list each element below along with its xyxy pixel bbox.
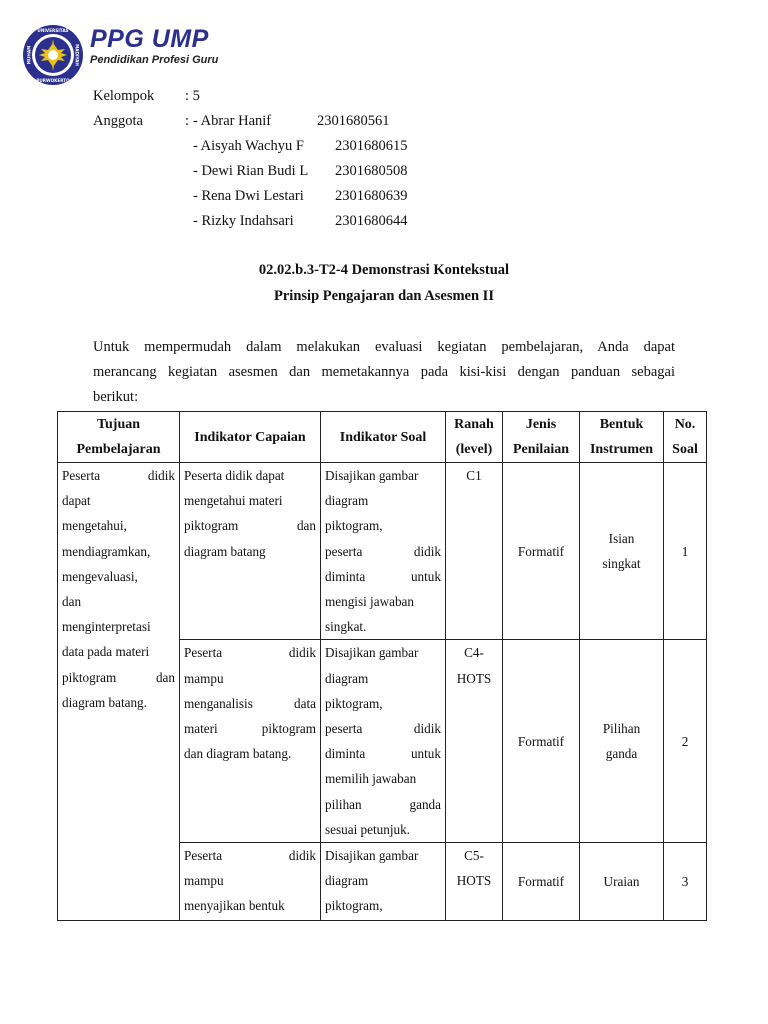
indikator-capaian-cell: Peserta didik dapat mengetahui materi piktogram dan diagram batang — [180, 463, 321, 640]
indikator-soal-cell: Disajikan gambar diagram piktogram, peserta didik diminta untuk mengisi jawaban singkat. — [321, 463, 446, 640]
svg-text:UNIVERSITAS: UNIVERSITAS — [37, 28, 69, 33]
member-id: 2301680615 — [335, 138, 408, 154]
svg-text:PURWOKERTO: PURWOKERTO — [36, 78, 70, 83]
jenis-penilaian-cell: Formatif — [503, 640, 580, 843]
member-id: 2301680508 — [335, 163, 408, 179]
member-id: 2301680561 — [317, 113, 390, 129]
university-seal-logo — [22, 24, 84, 86]
header-no-soal: No. Soal — [664, 412, 707, 463]
tujuan-cell: Peserta didik dapat mengetahui, mendiagramkan, mengevaluasi, dan menginterpretasi data pada materi piktogram dan diagram batang. — [58, 463, 180, 921]
member-name: - Rena Dwi Lestari — [193, 188, 304, 204]
ranah-cell: C5- HOTS — [446, 843, 503, 921]
ranah-cell: C4- HOTS — [446, 640, 503, 843]
svg-text:MUHAM: MUHAM — [26, 45, 32, 65]
member-name: - Aisyah Wachyu F — [193, 138, 304, 154]
brand-title: PPG UMP — [90, 25, 209, 53]
header-ranah: Ranah (level) — [446, 412, 503, 463]
indikator-soal-cell: Disajikan gambar diagram piktogram, peserta didik diminta untuk memilih jawaban pilihan ganda sesuai petunjuk. — [321, 640, 446, 843]
no-soal-cell: 1 — [664, 463, 707, 640]
intro-paragraph — [93, 335, 675, 385]
intro-line: merancang kegiatan asesmen dan memetakannya pada kisi-kisi dengan panduan sebagai — [93, 364, 675, 380]
indikator-capaian-cell: Peserta didik mampu menyajikan bentuk — [180, 843, 321, 921]
bentuk-instrumen-cell: Isian singkat — [580, 463, 664, 640]
header-bentuk-instrumen: Bentuk Instrumen — [580, 412, 664, 463]
member-id: 2301680639 — [335, 188, 408, 204]
bentuk-instrumen-cell: Uraian — [580, 843, 664, 921]
header-tujuan: Tujuan Pembelajaran — [58, 412, 180, 463]
header — [22, 20, 282, 83]
document-title: 02.02.b.3-T2-4 Demonstrasi Kontekstual — [258, 262, 510, 278]
group-label: Kelompok — [93, 88, 155, 104]
jenis-penilaian-cell: Formatif — [503, 843, 580, 921]
header-indikator-soal: Indikator Soal — [321, 412, 446, 463]
members-label: Anggota — [93, 113, 143, 129]
indikator-soal-cell: Disajikan gambar diagram piktogram, — [321, 843, 446, 921]
table-row — [58, 463, 707, 640]
no-soal-cell: 2 — [664, 640, 707, 843]
header-jenis-penilaian: Jenis Penilaian — [503, 412, 580, 463]
group-value: : 5 — [185, 88, 200, 104]
member-name: - Dewi Rian Budi L — [193, 163, 309, 179]
member-name: - Rizky Indahsari — [193, 213, 294, 229]
header-indikator-capaian: Indikator Capaian — [180, 412, 321, 463]
member-name: - Abrar Hanif — [193, 113, 272, 129]
bentuk-instrumen-cell: Pilihan ganda — [580, 640, 664, 843]
jenis-penilaian-cell: Formatif — [503, 463, 580, 640]
intro-line: Untuk mempermudah dalam melakukan evaluasi kegiatan pembelajaran, Anda dapat — [93, 339, 675, 355]
document-subtitle: Prinsip Pengajaran dan Asesmen II — [274, 288, 494, 304]
svg-text:MADIYAH: MADIYAH — [74, 44, 80, 66]
intro-line: berikut: — [93, 389, 139, 405]
brand-tagline: Pendidikan Profesi Guru — [90, 54, 219, 66]
table-header-row — [58, 412, 707, 463]
member-id: 2301680644 — [335, 213, 408, 229]
indikator-capaian-cell: Peserta didik mampu menganalisis data materi piktogram dan diagram batang. — [180, 640, 321, 843]
no-soal-cell: 3 — [664, 843, 707, 921]
assessment-grid-table — [57, 411, 707, 921]
ranah-cell: C1 — [446, 463, 503, 640]
members-prefix: : — [185, 113, 190, 129]
